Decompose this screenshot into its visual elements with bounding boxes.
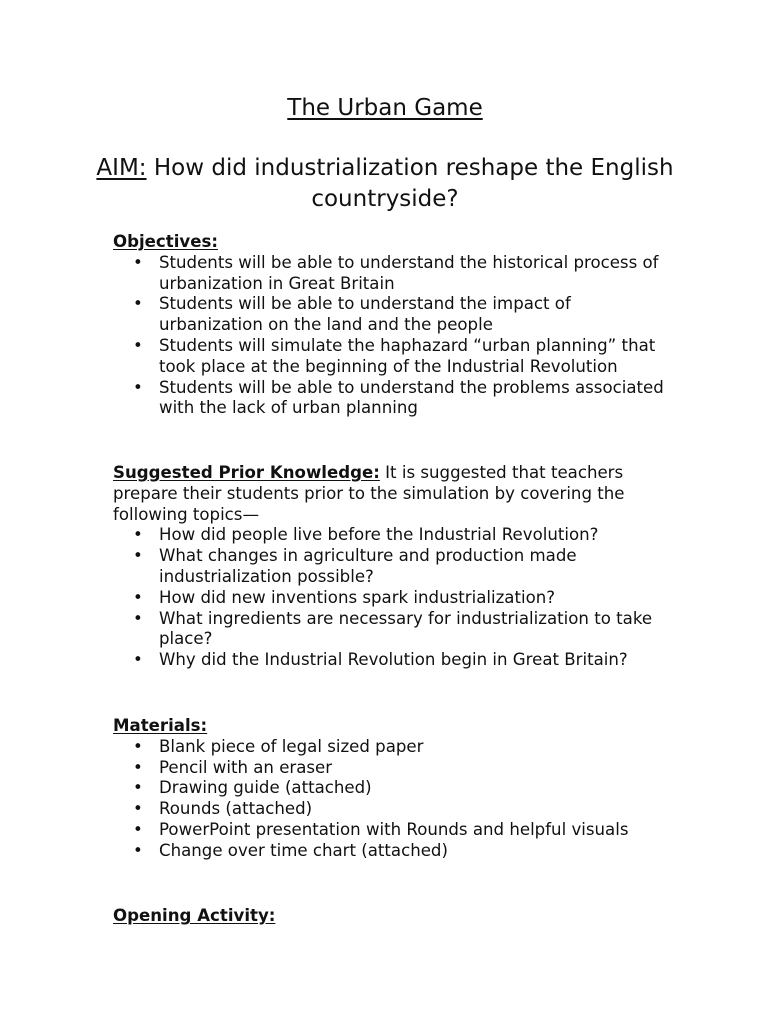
materials-section [113, 716, 673, 862]
aim-text: How did industrialization reshape the English countryside? [146, 155, 674, 212]
prior-knowledge-item: • What changes in agriculture and production made industrialization possible? [113, 546, 673, 588]
materials-item: • Drawing guide (attached) [113, 778, 673, 799]
objective-item: • Students will be able to understand the impact of urbanization on the land and the people [113, 294, 673, 336]
objective-item: • Students will be able to understand the historical process of urbanization in Great Britain [113, 253, 673, 295]
objectives-section [113, 232, 673, 419]
document-title-block [0, 92, 770, 124]
document-title: The Urban Game [287, 95, 483, 121]
prior-knowledge-heading: Suggested Prior Knowledge: [113, 463, 380, 482]
objective-item: • Students will be able to understand the problems associated with the lack of urban planning [113, 378, 673, 420]
opening-activity-section [113, 906, 673, 927]
objective-item: • Students will simulate the haphazard “urban planning” that took place at the beginning of the Industrial Revolution [113, 336, 673, 378]
prior-knowledge-section [113, 463, 673, 671]
materials-item: • Rounds (attached) [113, 799, 673, 820]
prior-knowledge-list [113, 525, 673, 671]
prior-knowledge-item: • Why did the Industrial Revolution begin in Great Britain? [113, 650, 673, 671]
materials-item: • PowerPoint presentation with Rounds and helpful visuals [113, 820, 673, 841]
materials-heading: Materials: [113, 716, 208, 735]
aim-statement [60, 153, 710, 215]
prior-knowledge-intro: It is suggested that teachers prepare their students prior to the simulation by covering the following topics— [113, 463, 625, 524]
prior-knowledge-item: • How did people live before the Industrial Revolution? [113, 525, 673, 546]
objectives-list [113, 253, 673, 419]
opening-activity-heading: Opening Activity: [113, 906, 276, 925]
aim-label: AIM: [96, 155, 147, 181]
prior-knowledge-item: • What ingredients are necessary for industrialization to take place? [113, 609, 673, 651]
objectives-heading: Objectives: [113, 232, 218, 251]
materials-item: • Pencil with an eraser [113, 758, 673, 779]
prior-knowledge-paragraph [113, 463, 673, 525]
prior-knowledge-item: • How did new inventions spark industrialization? [113, 588, 673, 609]
materials-item: • Change over time chart (attached) [113, 841, 673, 862]
materials-list [113, 737, 673, 862]
materials-item: • Blank piece of legal sized paper [113, 737, 673, 758]
